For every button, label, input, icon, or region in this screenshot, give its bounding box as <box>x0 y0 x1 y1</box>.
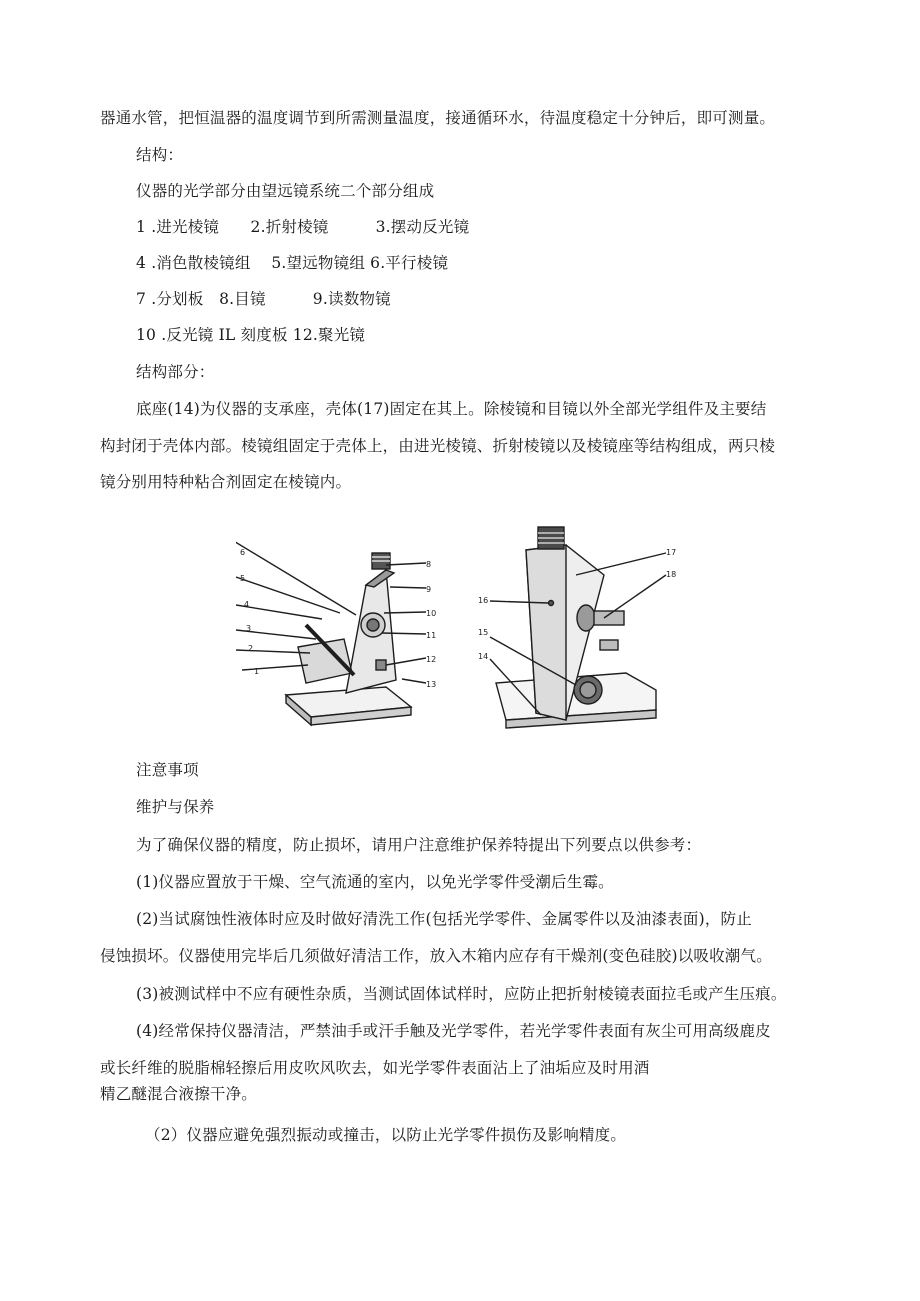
body-text-line: 底座(14)为仪器的支承座，壳体(17)固定在其上。除棱镜和目镜以外全部光学组件及主要结 <box>136 400 767 418</box>
callout-number: 10 <box>426 609 437 618</box>
section-heading-notes: 注意事项 <box>136 761 199 779</box>
body-text-line: 构封闭于壳体内部。棱镜组固定于壳体上，由进光棱镜、折射棱镜以及棱镜座等结构组成，两只棱 <box>100 437 776 455</box>
parts-list-line: 4 .消色散棱镜组 5.望远物镜组 6.平行棱镜 <box>136 254 449 272</box>
refractometer-diagram <box>236 515 676 745</box>
parts-list-line: 7 .分划板 8.目镜 9.读数物镜 <box>136 290 391 308</box>
list-item-line: (3)被测试样中不应有硬性杂质，当测试固体试样时，应防止把折射棱镜表面拉毛或产生压痕。 <box>136 985 787 1003</box>
parts-list-line: 10 .反光镜 IL 刻度板 12.聚光镜 <box>136 326 366 344</box>
section-heading-structure-parts: 结构部分： <box>136 363 215 381</box>
callout-number: 16 <box>478 596 489 605</box>
callout-number: 15 <box>478 628 489 637</box>
parts-list-line: 1 .进光棱镜 2.折射棱镜 3.摆动反光镜 <box>136 218 470 236</box>
section-heading-structure: 结构： <box>136 146 184 164</box>
body-text-line: 为了确保仪器的精度，防止损坏，请用户注意维护保养特提出下列要点以供参考： <box>136 836 702 854</box>
callout-number: 8 <box>426 560 432 569</box>
list-item-line: (4)经常保持仪器清洁，严禁油手或汗手触及光学零件，若光学零件表面有灰尘可用高级鹿皮 <box>136 1022 771 1040</box>
callout-number: 12 <box>426 655 437 664</box>
callout-number: 5 <box>240 574 246 583</box>
callout-number: 1 <box>254 667 260 676</box>
callout-number: 4 <box>244 600 250 609</box>
body-text-line: 镜分别用特种粘合剂固定在棱镜内。 <box>100 473 352 491</box>
callout-number: 11 <box>426 631 437 640</box>
section-heading-maintenance: 维护与保养 <box>136 798 215 816</box>
callout-number: 9 <box>426 585 432 594</box>
body-text-line: 器通水管，把恒温器的温度调节到所需测量温度，接通循环水，待温度稳定十分钟后，即可测量。 <box>100 109 776 127</box>
list-item-line: (1)仪器应置放于干燥、空气流通的室内，以免光学零件受潮后生霉。 <box>136 873 614 891</box>
callout-number: 14 <box>478 652 489 661</box>
list-item-line: 或长纤维的脱脂棉轻擦后用皮吹风吹去，如光学零件表面沾上了油垢应及时用酒 <box>100 1059 650 1077</box>
callout-number: 2 <box>248 644 254 653</box>
callout-number: 13 <box>426 680 437 689</box>
list-item-line: 精乙醚混合液擦干净。 <box>100 1085 258 1103</box>
callout-number: 18 <box>666 570 676 579</box>
list-item-line: （2）仪器应避免强烈振动或撞击，以防止光学零件损伤及影响精度。 <box>145 1126 627 1144</box>
instrument-figure <box>236 515 676 745</box>
callout-number: 3 <box>246 624 252 633</box>
list-item-line: (2)当试腐蚀性液体时应及时做好清洗工作(包括光学零件、金属零件以及油漆表面)，防止 <box>136 910 752 928</box>
body-text-line: 仪器的光学部分由望远镜系统二个部分组成 <box>136 182 435 200</box>
callout-number: 6 <box>240 548 246 557</box>
list-item-line: 侵蚀损坏。仪器使用完毕后几须做好清洁工作，放入木箱内应存有干燥剂(变色硅胶)以吸收潮气。 <box>100 947 772 965</box>
callout-number: 17 <box>666 548 676 557</box>
